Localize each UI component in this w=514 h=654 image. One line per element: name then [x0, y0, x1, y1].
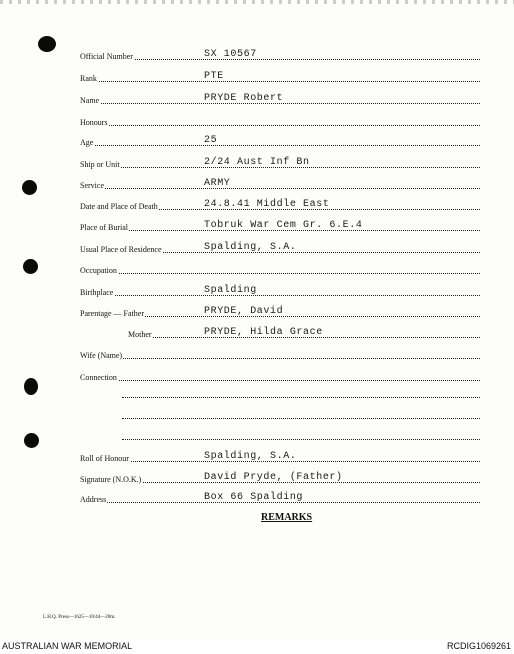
field-value: Box 66 Spalding [204, 492, 304, 503]
field-label: Rank [80, 74, 97, 83]
field-signature-nok [80, 469, 480, 485]
field-label: Roll of Honour [80, 454, 129, 463]
connection-line [122, 417, 480, 419]
scan-edge [0, 0, 514, 4]
field-age [80, 132, 480, 148]
field-label: Signature (N.O.K.) [80, 475, 142, 484]
field-place-burial [80, 217, 480, 233]
field-roll-of-honour [80, 448, 480, 464]
form-code: L.H.Q. Press—1625—10/44—20m. [43, 615, 116, 620]
remarks-heading: REMARKS [261, 512, 313, 523]
field-label: Date and Place of Death [80, 202, 158, 211]
field-value: PRYDE Robert [204, 93, 284, 104]
field-rank [80, 68, 480, 84]
field-label: Official Number [80, 52, 133, 61]
field-label: Mother [128, 330, 152, 339]
field-value: 25 [204, 135, 218, 146]
field-birthplace [80, 282, 480, 298]
field-usual-residence [80, 239, 480, 255]
field-value: PRYDE, Hilda Grace [204, 327, 323, 338]
footer-institution: AUSTRALIAN WAR MEMORIAL [2, 641, 133, 651]
field-parentage-father [80, 303, 480, 319]
punch-hole [22, 180, 37, 195]
field-value: Spalding, S.A. [204, 451, 297, 462]
footer-record-id: RCDIG1069261 [446, 641, 511, 651]
field-value: 24.8.41 Middle East [204, 199, 330, 210]
field-value: 2/24 Aust Inf Bn [204, 157, 310, 168]
punch-hole [38, 36, 56, 52]
field-honours [80, 112, 480, 128]
field-label: Place of Burial [80, 223, 128, 232]
field-value: PTE [204, 71, 224, 82]
connection-line [122, 396, 480, 398]
field-value: ARMY [204, 178, 231, 189]
field-label: Connection [80, 373, 117, 382]
field-label: Birthplace [80, 288, 114, 297]
field-value: PRYDE, David [204, 306, 284, 317]
field-label: Name [80, 96, 100, 105]
field-label: Parentage — Father [80, 309, 144, 318]
field-label: Service [80, 181, 104, 190]
field-date-place-death [80, 196, 480, 212]
field-label: Address [80, 495, 107, 504]
field-mother [80, 324, 480, 340]
field-label: Occupation [80, 266, 117, 275]
field-name [80, 90, 480, 106]
field-value: Spalding [204, 285, 257, 296]
field-label: Honours [80, 118, 108, 127]
field-connection [80, 367, 480, 383]
punch-hole [23, 259, 38, 274]
field-label: Usual Place of Residence [80, 245, 162, 254]
field-value: David Pryde, (Father) [204, 472, 343, 483]
field-occupation [80, 260, 480, 276]
field-value: Spalding, S.A. [204, 242, 297, 253]
field-value: SX 10567 [204, 49, 257, 60]
punch-hole [24, 378, 38, 395]
punch-hole [24, 433, 39, 448]
field-label: Age [80, 138, 94, 147]
field-official-number [80, 46, 480, 62]
field-address [80, 489, 480, 505]
archive-footer [0, 640, 514, 654]
field-label: Wife (Name) [80, 351, 123, 360]
field-label: Ship or Unit [80, 160, 120, 169]
connection-line [122, 438, 480, 440]
field-wife [80, 345, 480, 361]
field-value: Tobruk War Cem Gr. 6.E.4 [204, 220, 363, 231]
field-ship-or-unit [80, 154, 480, 170]
field-service [80, 175, 480, 191]
